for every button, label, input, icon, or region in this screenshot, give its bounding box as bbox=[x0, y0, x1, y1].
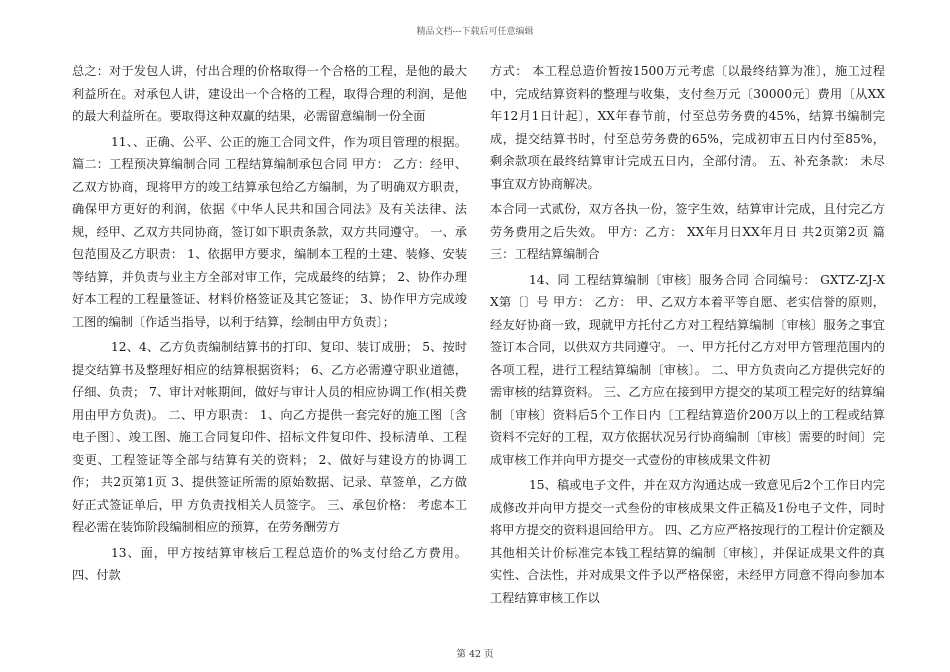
paragraph: 总之：对于发包人讲，付出合理的价格取得一个合格的工程，是他的最大利益所在。对承包人讲，建设出一个合格的工程，取得合理的利润，是他的最大利益所在。要取得这种双赢的结果，必需留意编制一份全面 bbox=[72, 64, 467, 123]
paragraph: 11、、正确、公平、公正的施工合同文件，作为项目管理的根据。 篇二：工程预决算编制合同 工程结算编制承包合同 甲方： 乙方：经甲、乙双方协商，现将甲方的竣工结算承包给乙方编制，为了明确双方职责，确保甲方更好的利润，依据《中华人民共和国合同法》及有关法律、法规，经甲、乙双方共同协商，签订如下职责条款，双方共同遵守。 一、承包范围及乙方职责： 1、依据甲方要求，编制本工程的土建、装修、安装等结算，并负责与业主方全部对审工作，完成最终的结算； 2、协作办理好本工程的工程量签证、材料价格签证及其它签证； 3、协作甲方完成竣工图的编制〔作适当指导，以利于结算，绘制由甲方负责〕； bbox=[72, 134, 467, 329]
paragraph: 15、稿或电子文件，并在双方沟通达成一致意见后2个工作日内完成修改并向甲方提交一式叁份的审核成果文件正稿及1份电子文件，同时将甲方提交的资料退回给甲方。 四、乙方应严格按现行的工程计价定额及其他相关计价标准完本钱工程结算的编制〔审核〕，并保证成果文件的真实性、合法性，并对成果文件予以严格保密，未经甲方同意不得向参加本工程结算审核工作以 bbox=[490, 478, 885, 605]
page-header: 精品文档---下载后可任意编辑 bbox=[416, 27, 534, 37]
paragraph: 本合同一式贰份，双方各执一份，签字生效，结算审计完成，且付完乙方劳务费用之后失效。 甲方：乙方： XX年月日XX年月日 共2页第2页 篇三：工程结算编制合 bbox=[490, 202, 885, 261]
page-number: 第 42 页 bbox=[456, 649, 494, 660]
paragraph: 13、面，甲方按结算审核后工程总造价的%支付给乙方费用。 四、付款 bbox=[72, 545, 467, 582]
paragraph: 方式： 本工程总造价暂按1500万元考虑〔以最终结算为准〕，施工过程中，完成结算资料的整理与收集，支付叁万元〔30000元〕费用〔从XX年12月1日计起〕，XX年春节前，付至总劳务费的45%，结算书编制完成，提交结算书时，付至总劳务费的65%，完成初审五日内付至85%，剩余款项在最终结算审计完成五日内，全部付清。 五、补充条款： 未尽事宜双方协商解决。 bbox=[490, 64, 885, 191]
left-column bbox=[72, 60, 467, 590]
paragraph: 14、同 工程结算编制〔审核〕服务合同 合同编号： GXTZ-ZJ-XX第〔〕号 甲方： 乙方： 甲、乙双方本着平等自愿、老实信誉的原则，经友好协商一致，现就甲方托付乙方对工程结算编制〔审核〕服务之事宜签订本合同，以供双方共同遵守。 一、甲方托付乙方对甲方管理范围内的各项工程，进行工程结算编制〔审核〕。 二、甲方负责向乙方提供完好的需审核的结算资料。 三、乙方应在接到甲方提交的某项工程完好的结算编制〔审核〕资料后5个工作日内〔工程结算造价200万以上的工程或结算资料不完好的工程，双方依据状况另行协商编制〔审核〕需要的时间〕完成审核工作并向甲方提交一式壹份的审核成果文件初 bbox=[490, 272, 885, 467]
right-column bbox=[490, 60, 885, 612]
paragraph: 12、4、乙方负责编制结算书的打印、复印、装订成册； 5、按时提交结算书及整理好相应的结算根据资料； 6、乙方必需遵守职业道德，仔细、负责； 7、审计对帐期间，做好与审计人员的相应协调工作(相关费用由甲方负责)。 二、甲方职责： 1、向乙方提供一套完好的施工图〔含电子图〕、竣工图、施工合同复印件、招标文件复印件、投标清单、工程变更、工程签证等全部与结算有关的资料； 2、做好与建设方的协调工作； 共2页第1页 3、提供签证所需的原始数据、记录、草签单，乙方做好正式签证单后，甲 方负责找相关人员签字。 三、承包价格： 考虑本工程必需在装饰阶段编制相应的预算，在劳务酬劳方 bbox=[72, 340, 467, 534]
